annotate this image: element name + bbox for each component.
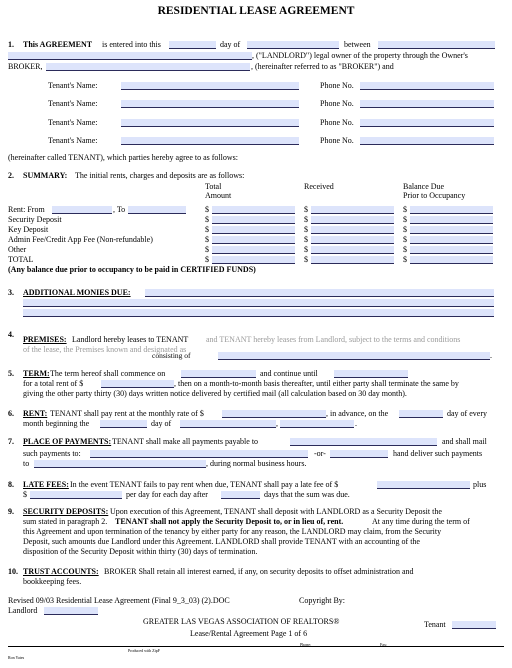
document-title: RESIDENTIAL LEASE AGREEMENT	[157, 5, 355, 17]
payee-field[interactable]	[290, 438, 437, 446]
section-2-text: The initial rents, charges and deposits are as follows:	[75, 171, 245, 180]
received-field-row-4[interactable]	[311, 236, 394, 244]
month-beginning-text: month beginning the	[23, 419, 90, 428]
landlord-initials-field[interactable]	[44, 607, 98, 615]
additional-monies-field-3[interactable]	[23, 309, 494, 317]
tenant-name-field-3[interactable]	[121, 119, 299, 127]
trust-text-2: bookkeeping fees.	[23, 577, 82, 586]
payments-payable-text: TENANT shall make all payments payable to	[112, 437, 259, 446]
or-text: -or-	[314, 449, 326, 458]
association-name: GREATER LAS VEGAS ASSOCIATION OF REALTORS®	[143, 617, 340, 626]
dollar-sign: $	[403, 205, 407, 214]
balance-due-field-row-1[interactable]	[410, 206, 493, 214]
tenant-name-label-2: Tenant's Name:	[48, 99, 98, 108]
section-8-heading: LATE FEES:	[23, 480, 69, 489]
security-text-3: this Agreement and upon termination of the tenancy by either party for any reason, the LANDLORD may claim, from the Security	[23, 527, 442, 536]
section-5-number: 5.	[8, 369, 14, 378]
landlord-name-field[interactable]	[8, 52, 252, 60]
section-1-heading: This AGREEMENT	[23, 40, 93, 49]
plus-text: plus	[473, 480, 487, 489]
tenant-phone-field-3[interactable]	[360, 119, 494, 127]
tenant-name-field-1[interactable]	[121, 82, 299, 90]
dollar-sign: $	[205, 235, 209, 244]
dollar-sign: $	[304, 205, 308, 214]
notice-text: giving the other party thirty (30) days written notice delivered by certified mail (all calculation based on 30 day month).	[23, 389, 407, 398]
total-amount-field-row-2[interactable]	[212, 216, 295, 224]
col-balance-due: Balance Due	[403, 182, 445, 191]
beginning-month-field[interactable]	[180, 420, 276, 428]
tenant-signature-label: Tenant	[424, 620, 446, 629]
agreement-day-field[interactable]	[169, 41, 216, 49]
tenant-name-label-4: Tenant's Name:	[48, 136, 98, 145]
balance-due-field-row-3[interactable]	[410, 226, 493, 234]
phone-label-2: Phone No.	[320, 99, 354, 108]
total-amount-field-row-1[interactable]	[212, 206, 295, 214]
dollar-sign: $	[403, 225, 407, 234]
balance-due-field-row-5[interactable]	[410, 246, 493, 254]
rent-from-label: Rent: From	[8, 205, 45, 214]
hereinafter-text: (hereinafter called TENANT), which parties hereby agree to as follows:	[8, 153, 238, 162]
col-amount: Amount	[205, 191, 232, 200]
produced-with: Produced with ZipF	[128, 648, 160, 653]
received-field-row-3[interactable]	[311, 226, 394, 234]
tenant-name-field-4[interactable]	[121, 137, 299, 145]
dollar-sign: $	[403, 235, 407, 244]
party-name-field[interactable]	[378, 41, 495, 49]
section-10-heading: TRUST ACCOUNTS:	[23, 567, 99, 576]
footer-phone-label: Phone:	[300, 642, 312, 647]
rent-from-field[interactable]	[52, 206, 112, 214]
section-5-heading: TERM:	[23, 369, 50, 378]
dollar-sign: $	[403, 255, 407, 264]
dollar-sign: $	[304, 235, 308, 244]
landlord-label-text: , ("LANDLORD") legal owner of the property through the Owner's	[252, 51, 468, 60]
certified-funds-note: (Any balance due prior to occupancy to be paid in CERTIFIED FUNDS)	[8, 265, 256, 274]
broker-name-field[interactable]	[46, 63, 250, 71]
footer-divider	[8, 646, 504, 647]
section-7-heading: PLACE OF PAYMENTS:	[23, 437, 112, 446]
dollar-sign: $	[304, 245, 308, 254]
tenant-name-label-1: Tenant's Name:	[48, 81, 98, 90]
balance-due-field-row-6[interactable]	[410, 256, 493, 264]
section-6-heading: RENT:	[23, 409, 48, 418]
mail-address-field[interactable]	[90, 450, 308, 458]
agreement-month-field[interactable]	[247, 41, 339, 49]
phone-label-4: Phone No.	[320, 136, 354, 145]
section-1-text: is entered into this	[102, 40, 161, 49]
balance-due-field-row-2[interactable]	[410, 216, 493, 224]
term-start-field[interactable]	[181, 370, 256, 378]
col-received: Received	[304, 182, 334, 191]
total-amount-field-row-4[interactable]	[212, 236, 295, 244]
received-field-row-6[interactable]	[311, 256, 394, 264]
hand-deliver-field[interactable]	[330, 450, 388, 458]
per-day-text: per day for each day after	[126, 490, 208, 499]
security-text-1: Upon execution of this Agreement, TENANT shall deposit with LANDLORD as a Security Deposit the	[110, 507, 442, 516]
balance-due-field-row-4[interactable]	[410, 236, 493, 244]
month-to-month-text: , then on a month-to-month basis thereafter, until either party shall terminate the same by	[174, 379, 459, 388]
monthly-rent-field[interactable]	[222, 410, 326, 418]
section-4-number: 4.	[8, 330, 14, 339]
in-advance-text: , in advance, on the	[326, 409, 389, 418]
dollar-sign: $	[205, 205, 209, 214]
day-of-every-text: day of every	[447, 409, 487, 418]
rent-due-day-field[interactable]	[399, 410, 443, 418]
per-day-dollar: $	[23, 490, 27, 499]
total-rent-text: for a total rent of $	[23, 379, 84, 388]
rent-to-field[interactable]	[128, 206, 186, 214]
total-amount-field-row-3[interactable]	[212, 226, 295, 234]
section-2-heading: SUMMARY:	[23, 171, 68, 180]
days-due-text: days that the sum was due.	[264, 490, 350, 499]
section-4-text-1: Landlord hereby leases to TENANT	[72, 335, 189, 344]
security-text-4: Deposit, such amounts due Landlord under this Agreement. LANDLORD shall provide TENANT with an accounting of the	[23, 537, 420, 546]
received-field-row-5[interactable]	[311, 246, 394, 254]
term-continue-text: and continue until	[260, 369, 318, 378]
producer-name: Ron Yates	[8, 655, 25, 660]
to-text: to	[23, 459, 30, 468]
business-hours-text: , during normal business hours.	[206, 459, 307, 468]
hand-deliver-text: hand deliver such payments	[393, 449, 483, 458]
beginning-year-field[interactable]	[280, 420, 354, 428]
dollar-sign: $	[205, 215, 209, 224]
revision-note: Revised 09/03 Residential Lease Agreement (Final 9_3_03) (2).DOC	[8, 596, 230, 605]
grace-days-field[interactable]	[221, 491, 260, 499]
term-end-field[interactable]	[334, 370, 408, 378]
landlord-signature-label: Landlord	[8, 606, 38, 615]
section-4-heading: PREMISES:	[23, 335, 67, 344]
delivery-location-field[interactable]	[34, 460, 206, 468]
late-fee-text: In the event TENANT fails to pay rent when due, TENANT shall pay a late fee of $	[70, 480, 339, 489]
col-total: Total	[205, 182, 222, 191]
security-text-2c: At any time during the term of	[372, 517, 470, 526]
section-4-text-2: of the lease, the Premises known and designated as	[23, 345, 187, 354]
col-prior-to-occupancy: Prior to Occupancy	[403, 191, 466, 200]
section-2-number: 2.	[8, 171, 14, 180]
tenant-name-field-2[interactable]	[121, 100, 299, 108]
phone-label-1: Phone No.	[320, 81, 354, 90]
dollar-sign: $	[304, 225, 308, 234]
tenant-name-label-3: Tenant's Name:	[48, 118, 98, 127]
section-6-number: 6.	[8, 409, 14, 418]
dollar-sign: $	[403, 245, 407, 254]
section-8-number: 8.	[8, 480, 14, 489]
total-amount-field-row-5[interactable]	[212, 246, 295, 254]
section-3-heading: ADDITIONAL MONIES DUE:	[23, 288, 131, 297]
received-field-row-1[interactable]	[311, 206, 394, 214]
per-day-fee-field[interactable]	[30, 491, 122, 499]
row-other: Other	[8, 245, 27, 254]
beginning-day-of-text: day of	[151, 419, 172, 428]
tenant-phone-field-2[interactable]	[360, 100, 494, 108]
row-total: TOTAL	[8, 255, 34, 264]
tenant-phone-field-1[interactable]	[360, 82, 494, 90]
section-3-number: 3.	[8, 288, 14, 297]
such-payments-text: such payments to:	[23, 449, 81, 458]
late-fee-field[interactable]	[377, 481, 470, 489]
row-admin-fee: Admin Fee/Credit App Fee (Non-refundable)	[8, 235, 153, 244]
tenant-initials-field[interactable]	[452, 621, 496, 629]
dollar-sign: $	[304, 255, 308, 264]
additional-monies-field-2[interactable]	[23, 299, 494, 307]
trust-text-1: BROKER Shall retain all interest earned, if any, on security deposits to offset administration and	[104, 567, 414, 576]
security-text-2a: sum stated in paragraph 2.	[23, 517, 108, 526]
section-9-heading: SECURITY DEPOSITS:	[23, 507, 109, 516]
premises-consisting-field[interactable]	[218, 352, 490, 360]
dollar-sign: $	[205, 255, 209, 264]
broker-label: BROKER,	[8, 62, 43, 71]
term-commence-text: The term hereof shall commence on	[50, 369, 166, 378]
additional-monies-field-1[interactable]	[145, 289, 494, 297]
received-field-row-2[interactable]	[311, 216, 394, 224]
day-of-label: day of	[220, 40, 241, 49]
dollar-sign: $	[403, 215, 407, 224]
dollar-sign: $	[205, 245, 209, 254]
rent-rate-text: TENANT shall pay rent at the monthly rate of $	[50, 409, 204, 418]
total-rent-field[interactable]	[101, 380, 174, 388]
section-9-number: 9.	[8, 507, 14, 516]
dollar-sign: $	[205, 225, 209, 234]
section-10-number: 10.	[8, 567, 18, 576]
total-amount-field-row-6[interactable]	[212, 256, 295, 264]
security-text-5: disposition of the Security Deposit within thirty (30) days of termination.	[23, 547, 258, 556]
security-text-2b: TENANT shall not apply the Security Deposit to, or in lieu of, rent.	[115, 517, 344, 526]
and-shall-mail-text: and shall mail	[442, 437, 487, 446]
section-1-number: 1.	[8, 40, 14, 49]
rent-to-label: , To	[113, 205, 126, 214]
between-label: between	[344, 40, 371, 49]
section-4-text-1b: and TENANT hereby leases from Landlord, subject to the terms and conditions	[206, 335, 461, 344]
footer-fax-label: Fax:	[380, 642, 388, 647]
copyright-label: Copyright By:	[299, 596, 346, 605]
phone-label-3: Phone No.	[320, 118, 354, 127]
page-number: Lease/Rental Agreement Page 1 of 6	[190, 629, 308, 638]
section-7-number: 7.	[8, 437, 14, 446]
beginning-day-field[interactable]	[100, 420, 147, 428]
consisting-of-label: consisting of	[152, 351, 191, 360]
broker-text: , (hereinafter referred to as "BROKER") and	[251, 62, 394, 71]
tenant-phone-field-4[interactable]	[360, 137, 494, 145]
dollar-sign: $	[304, 215, 308, 224]
row-key-deposit: Key Deposit	[8, 225, 49, 234]
row-security-deposit: Security Deposit	[8, 215, 62, 224]
